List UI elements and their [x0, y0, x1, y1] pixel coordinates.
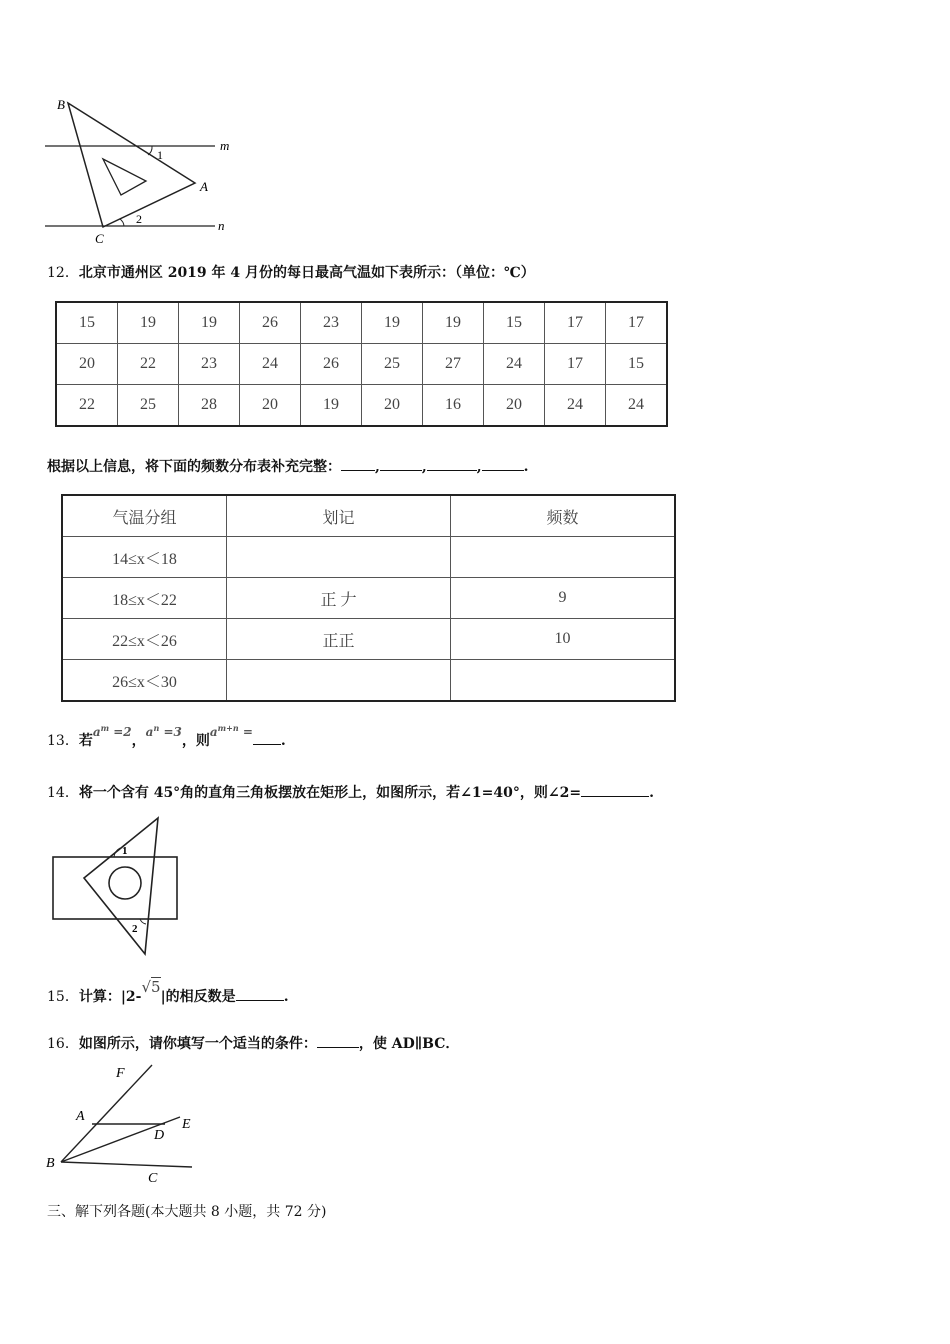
text-after: ，使 AD∥BC．: [358, 1036, 460, 1052]
label-E: E: [182, 1117, 191, 1132]
group-cell: 26≤x＜30: [62, 660, 227, 702]
period: .: [523, 459, 529, 475]
comma: ，: [131, 733, 146, 749]
period: .: [283, 989, 289, 1005]
label-F: F: [116, 1066, 125, 1081]
tally-cell[interactable]: [227, 660, 451, 702]
temperature-cell: 26: [240, 302, 301, 344]
label-B: B: [57, 97, 65, 112]
temperature-cell: 19: [118, 302, 179, 344]
temperature-cell: 20: [56, 344, 118, 385]
answer-blank[interactable]: [317, 1033, 359, 1048]
label-m: m: [220, 138, 230, 153]
question-number: 16．: [47, 1036, 79, 1052]
temperature-cell: 24: [484, 344, 545, 385]
table-row: [62, 619, 675, 660]
expression-a-n: [146, 725, 182, 739]
question-13: [47, 723, 286, 750]
table-row: [56, 385, 667, 427]
table-row: [56, 302, 667, 344]
answer-blank[interactable]: [236, 986, 284, 1001]
text-ze: ，则: [181, 733, 210, 749]
expr-equals: =: [238, 725, 253, 739]
label-angle-2: 2: [136, 212, 142, 226]
parallel-condition-figure: [42, 1062, 197, 1187]
temperature-cell: 20: [362, 385, 423, 427]
temperature-cell: 22: [56, 385, 118, 427]
separator: ,: [476, 459, 482, 475]
question-number: 12．: [47, 265, 79, 281]
expr-equals: =3: [159, 725, 182, 739]
temperature-cell: 28: [179, 385, 240, 427]
tally-cell: 正 𠂇: [227, 578, 451, 619]
sqrt-sign: √: [141, 978, 152, 996]
table-row: [62, 578, 675, 619]
temperature-cell: 17: [545, 344, 606, 385]
set-square-hole: [109, 867, 141, 899]
temperature-cell: 15: [606, 344, 668, 385]
temperature-cell: 15: [56, 302, 118, 344]
label-A: A: [200, 179, 208, 194]
temperature-cell: 20: [240, 385, 301, 427]
temperature-cell: 16: [423, 385, 484, 427]
temperature-cell: 25: [118, 385, 179, 427]
temperature-cell: 17: [545, 302, 606, 344]
temperature-cell: 27: [423, 344, 484, 385]
question-text: 将一个含有 45°角的直角三角板摆放在矩形上，如图所示，若∠1=40°，则∠2=: [78, 785, 582, 801]
label-C: C: [95, 231, 104, 246]
answer-blank-3[interactable]: [427, 456, 477, 471]
count-cell[interactable]: [451, 537, 676, 578]
label-D: D: [154, 1128, 165, 1143]
line-BF: [61, 1065, 152, 1162]
temperature-cell: 23: [179, 344, 240, 385]
question-12-instruction: [47, 456, 529, 476]
expression-a-m-plus-n: [210, 725, 253, 739]
text-before: 如图所示，请你填写一个适当的条件：: [78, 1036, 317, 1052]
temperature-cell: 26: [301, 344, 362, 385]
header-group: 气温分组: [62, 495, 227, 537]
expr-base: a: [92, 725, 101, 739]
question-number: 13．: [47, 733, 79, 749]
answer-blank[interactable]: [253, 730, 281, 745]
temperature-cell: 19: [362, 302, 423, 344]
triangle-parallel-lines-figure: [40, 95, 240, 250]
table-row: [62, 537, 675, 578]
temperature-cell: 19: [423, 302, 484, 344]
line-BC: [61, 1162, 192, 1167]
instruction-text: 根据以上信息，将下面的频数分布表补充完整：: [47, 459, 341, 475]
question-16: [47, 1033, 459, 1053]
sqrt-expression: [141, 978, 160, 996]
text-before: 计算：|2-: [78, 989, 142, 1005]
label-angle-2: 2: [132, 923, 138, 935]
frequency-table: [61, 494, 676, 702]
answer-blank[interactable]: [581, 782, 649, 797]
count-cell[interactable]: [451, 660, 676, 702]
header-count: 频数: [451, 495, 676, 537]
question-number: 14．: [47, 785, 79, 801]
question-text: 北京市通州区 2019 年 4 月份的每日最高气温如下表所示：（单位：℃）: [78, 265, 535, 281]
table-header-row: [62, 495, 675, 537]
sqrt-radicand: 5: [151, 978, 161, 996]
question-number: 15．: [47, 989, 79, 1005]
temperature-cell: 17: [606, 302, 668, 344]
table-row: [62, 660, 675, 702]
temperature-cell: 24: [606, 385, 668, 427]
label-n: n: [218, 218, 225, 233]
temperature-cell: 22: [118, 344, 179, 385]
label-angle-1: 1: [157, 148, 163, 162]
temperature-cell: 19: [301, 385, 362, 427]
tally-cell[interactable]: [227, 537, 451, 578]
count-cell: 9: [451, 578, 676, 619]
label-angle-1: 1: [122, 845, 128, 857]
temperature-cell: 20: [484, 385, 545, 427]
answer-blank-2[interactable]: [380, 456, 422, 471]
expr-exponent: m+n: [217, 723, 239, 733]
temperature-cell: 24: [240, 344, 301, 385]
temperature-cell: 15: [484, 302, 545, 344]
separator: ,: [421, 459, 427, 475]
count-cell: 10: [451, 619, 676, 660]
temperature-cell: 23: [301, 302, 362, 344]
header-tally: 划记: [227, 495, 451, 537]
period: .: [280, 733, 286, 749]
expr-exponent: m: [100, 723, 110, 733]
group-cell: 14≤x＜18: [62, 537, 227, 578]
label-B: B: [46, 1156, 55, 1171]
expr-base: a: [209, 725, 218, 739]
set-square-rectangle-figure: [48, 812, 188, 960]
temperature-cell: 25: [362, 344, 423, 385]
section-3-title: 三、解下列各题(本大题共 8 小题，共 72 分): [47, 1204, 327, 1220]
label-A: A: [76, 1109, 85, 1124]
expr-equals: =2: [109, 725, 132, 739]
question-14: [47, 782, 654, 802]
inner-triangle: [103, 159, 146, 195]
expression-a-m: [93, 725, 132, 739]
tally-cell: 正正: [227, 619, 451, 660]
period: .: [649, 785, 654, 801]
answer-blank-1[interactable]: [341, 456, 375, 471]
group-cell: 18≤x＜22: [62, 578, 227, 619]
separator: ,: [375, 459, 380, 475]
expr-exponent: n: [153, 723, 160, 733]
temperature-cell: 19: [179, 302, 240, 344]
outer-triangle: [68, 103, 195, 227]
question-15: [47, 978, 289, 1006]
expr-base: a: [145, 725, 154, 739]
text-after: |的相反数是: [160, 989, 236, 1005]
rectangle: [53, 857, 177, 919]
answer-blank-4[interactable]: [482, 456, 524, 471]
table-row: [56, 344, 667, 385]
question-12: [47, 262, 535, 282]
temperature-cell: 24: [545, 385, 606, 427]
text-ruo: 若: [78, 733, 93, 749]
group-cell: 22≤x＜26: [62, 619, 227, 660]
temperature-table: [55, 301, 668, 427]
label-C: C: [148, 1171, 158, 1186]
set-square-triangle: [84, 818, 158, 954]
